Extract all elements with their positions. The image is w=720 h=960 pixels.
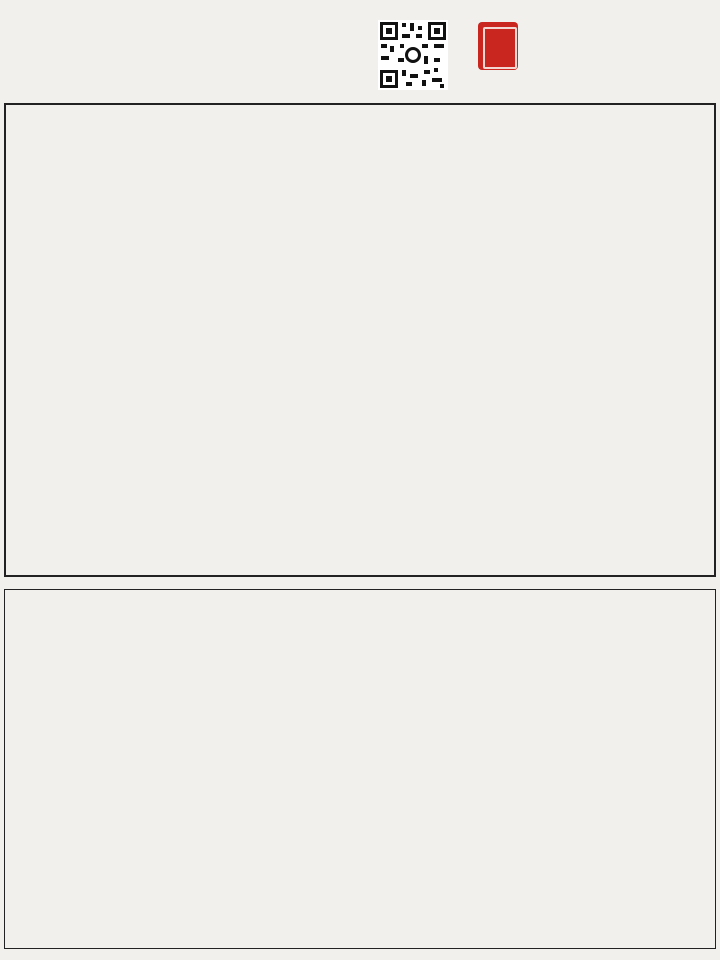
chart-grid [4, 103, 716, 577]
seal-stamp [478, 22, 518, 70]
year-grid [4, 589, 716, 949]
qr-code-icon[interactable] [378, 20, 448, 90]
header [0, 0, 720, 102]
